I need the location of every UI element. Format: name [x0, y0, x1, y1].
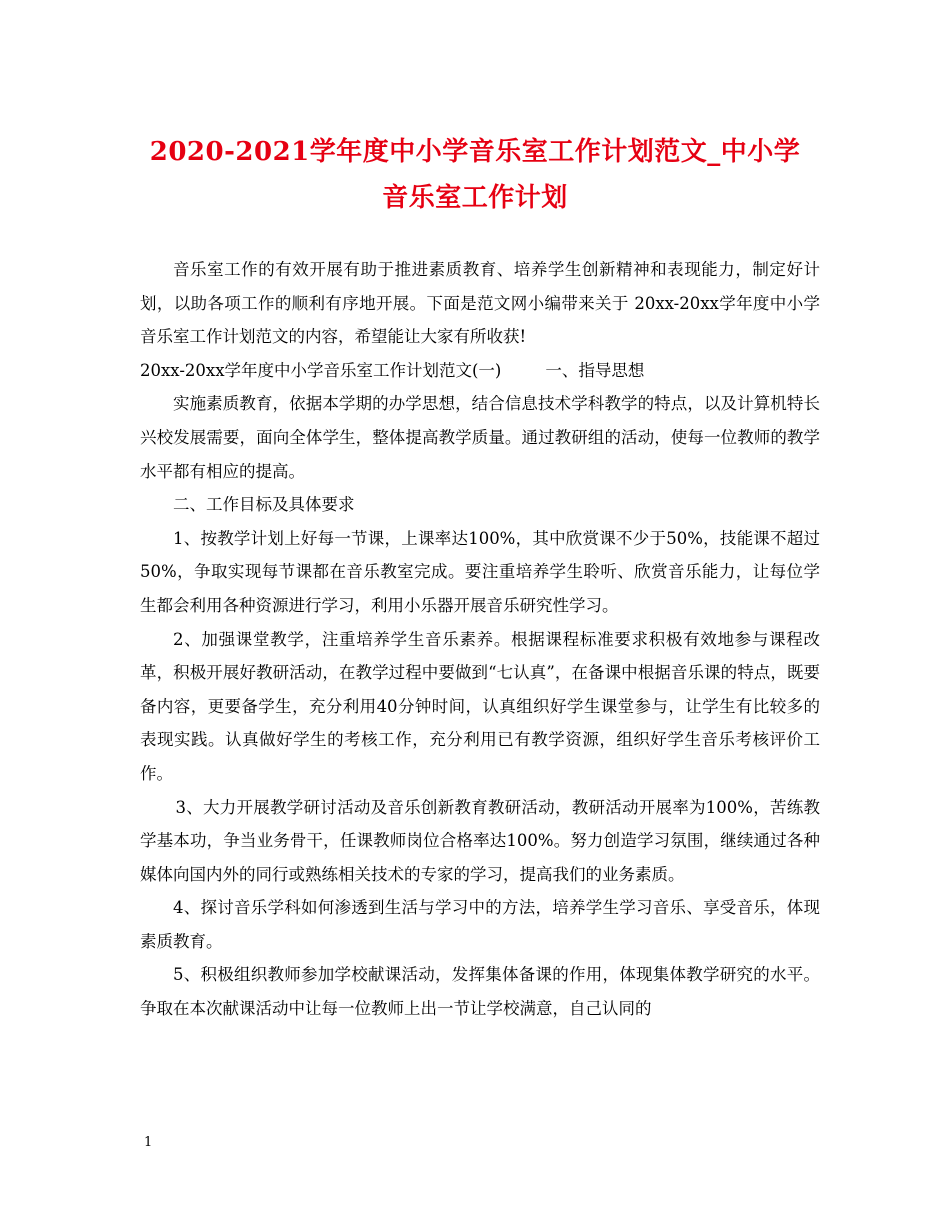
- guiding-ideas-paragraph: 实施素质教育，依据本学期的办学思想，结合信息技术学科教学的特点，以及计算机特长兴校发展需要，面向全体学生，整体提高教学质量。通过教研组的活动，使每一位教师的教学水平都有相应的提高。: [140, 394, 820, 481]
- goal-item-2: 2、加强课堂教学，注重培养学生音乐素养。根据课程标准要求积极有效地参与课程改革，积极开展好教研活动，在教学过程中要做到“七认真”，在备课中根据音乐课的特点，既要备内容，更要备学生，充分利用40分钟时间，认真组织好学生课堂参与，让学生有比较多的表现实践。认真做好学生的考核工作，充分利用已有教学资源，组织好学生音乐考核评价工作。: [140, 629, 820, 783]
- section-heading-guiding-ideas: 一、指导思想: [545, 360, 645, 380]
- goal-item-3: 3、大力开展教学研讨活动及音乐创新教育教研活动，教研活动开展率为100%，苦练教学基本功，争当业务骨干，任课教师岗位合格率达100%。努力创造学习氛围，继续通过各种媒体向国内外的同行或熟练相关技术的专家的学习，提高我们的业务素质。: [140, 797, 820, 884]
- goal-item-1: 1、按教学计划上好每一节课，上课率达100%，其中欣赏课不少于50%，技能课不超过50%，争取实现每节课都在音乐教室完成。要注重培养学生聆听、欣赏音乐能力，让每位学生都会利用各种资源进行学习，利用小乐器开展音乐研究性学习。: [140, 528, 820, 615]
- section-heading-line: [140, 354, 820, 388]
- plan-title-label: 20xx-20xx学年度中小学音乐室工作计划范文(一): [140, 360, 502, 380]
- document-body: [140, 253, 820, 1026]
- page-number: 1: [144, 1135, 153, 1150]
- goal-item-4: 4、探讨音乐学科如何渗透到生活与学习中的方法，培养学生学习音乐、享受音乐，体现素质教育。: [140, 898, 820, 951]
- document-title-line-1: 2020-2021学年度中小学音乐室工作计划范文_中小学: [149, 137, 801, 167]
- document-title-line-2: 音乐室工作计划: [382, 183, 568, 213]
- section-heading-goals: 二、工作目标及具体要求: [173, 495, 355, 515]
- intro-paragraph: 音乐室工作的有效开展有助于推进素质教育、培养学生创新精神和表现能力，制定好计划，以助各项工作的顺利有序地开展。下面是范文网小编带来关于 20xx-20xx学年度中小学音乐室工作计划范文的内容，希望能让大家有所收获!: [140, 260, 820, 347]
- goal-item-5: 5、积极组织教师参加学校献课活动，发挥集体备课的作用，体现集体教学研究的水平。争取在本次献课活动中让每一位教师上出一节让学校满意，自己认同的: [140, 965, 820, 1019]
